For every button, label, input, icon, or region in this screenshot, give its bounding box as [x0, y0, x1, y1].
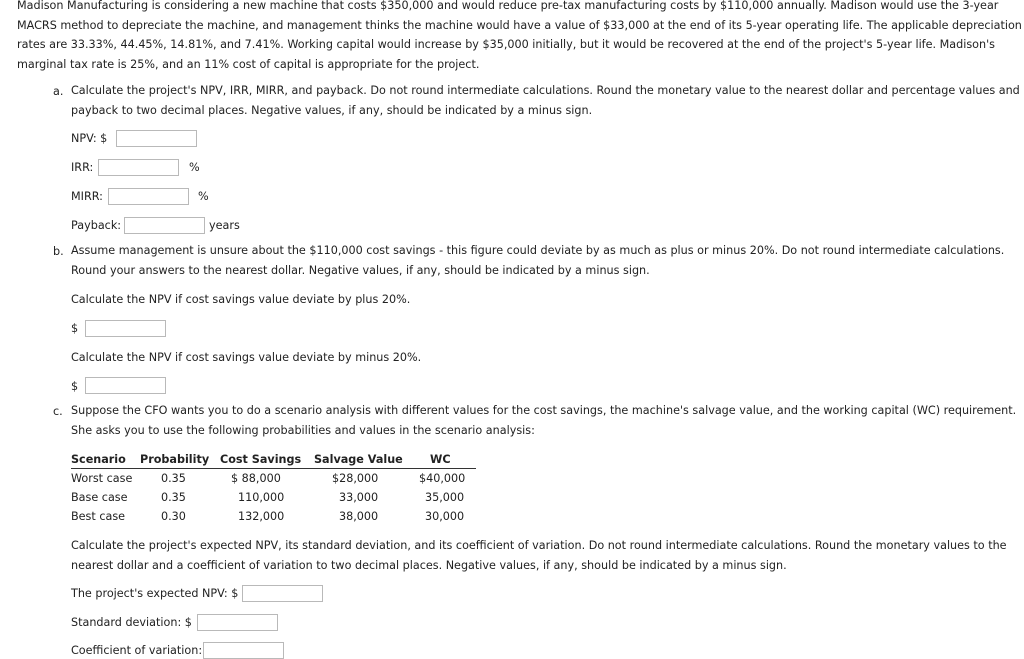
table-cell: $28,000	[332, 472, 379, 485]
npv-minus-currency: $	[71, 380, 79, 393]
mirr-label: MIRR:	[71, 190, 103, 203]
npv-plus-prompt: Calculate the NPV if cost savings value deviate by plus 20%.	[71, 293, 411, 306]
std-dev-input[interactable]	[197, 614, 278, 631]
part-a-line: payback to two decimal places. Negative values, if any, should be indicated by a minus sign.	[71, 103, 593, 117]
part-c-calc-instructions	[71, 536, 1007, 575]
table-cell: Base case	[71, 491, 128, 504]
part-c-letter: c.	[53, 405, 63, 418]
part-c-line: Suppose the CFO wants you to do a scenario analysis with different values for the cost savings, the machine's salvage value, and the working capital (WC) requirement.	[71, 404, 1017, 417]
npv-minus-prompt: Calculate the NPV if cost savings value deviate by minus 20%.	[71, 351, 422, 364]
part-a-letter: a.	[53, 85, 64, 98]
part-a-instructions	[71, 81, 1020, 120]
table-header-wc: WC	[430, 453, 451, 466]
part-c-calc-line: Calculate the project's expected NPV, its standard deviation, and its coefficient of variation. Do not round intermediate calculations. Round the monetary values to the	[71, 539, 1007, 552]
part-c-calc-line: nearest dollar and a coefficient of variation to two decimal places. Negative values, if any, should be indicated by a minus sign.	[71, 558, 787, 572]
expected-npv-label: The project's expected NPV: $	[71, 587, 239, 600]
intro-line: marginal tax rate is 25%, and an 11% cost of capital is appropriate for the project.	[17, 57, 480, 71]
table-cell: 38,000	[339, 510, 379, 523]
table-header-salvage-value: Salvage Value	[314, 453, 403, 466]
payback-label: Payback:	[71, 219, 122, 232]
table-header-probability: Probability	[140, 453, 210, 466]
part-c-line: She asks you to use the following probabilities and values in the scenario analysis:	[71, 423, 535, 437]
part-b-line: Round your answers to the nearest dollar. Negative values, if any, should be indicated by a minus sign.	[71, 263, 650, 277]
part-b-instructions	[71, 241, 1004, 280]
table-cell: $ 88,000	[231, 472, 281, 485]
intro-line: MACRS method to depreciate the machine, and management thinks the machine would have a value of $33,000 at the end of its 5-year operating life. The applicable depreciation	[17, 18, 1022, 32]
table-cell: 30,000	[425, 510, 465, 523]
table-cell: 110,000	[238, 491, 285, 504]
table-cell: 0.35	[161, 491, 186, 504]
mirr-input[interactable]	[108, 188, 189, 205]
expected-npv-input[interactable]	[242, 585, 323, 602]
part-c-instructions	[71, 401, 1016, 440]
intro-line: rates are 33.33%, 44.45%, 14.81%, and 7.41%. Working capital would increase by $35,000 initially, but it would be recovered at the end of the project's 5-year life. Madison's	[17, 38, 996, 51]
irr-label: IRR:	[71, 161, 94, 174]
part-a-line: Calculate the project's NPV, IRR, MIRR, and payback. Do not round intermediate calculations. Round the monetary value to the nearest dollar and percentage values and	[71, 84, 1020, 97]
npv-minus-input[interactable]	[85, 377, 166, 394]
table-cell: 132,000	[238, 510, 285, 523]
table-cell: Worst case	[71, 472, 133, 485]
table-header-cost-savings: Cost Savings	[220, 453, 302, 466]
cv-label: Coefficient of variation:	[71, 644, 203, 657]
table-cell: 33,000	[339, 491, 379, 504]
payback-input[interactable]	[124, 217, 205, 234]
irr-input[interactable]	[98, 159, 179, 176]
intro-line: Madison Manufacturing is considering a new machine that costs $350,000 and would reduce pre-tax manufacturing costs by $110,000 annually. Madison would use the 3-year	[17, 0, 999, 12]
table-header-divider	[71, 468, 476, 469]
irr-unit: %	[189, 161, 200, 174]
npv-label: NPV: $	[71, 132, 108, 145]
intro-paragraph	[17, 0, 1022, 74]
cv-input[interactable]	[203, 642, 284, 659]
table-cell: 0.35	[161, 472, 186, 485]
payback-unit: years	[209, 219, 240, 232]
table-cell: $40,000	[419, 472, 466, 485]
part-b-letter: b.	[53, 245, 64, 258]
table-cell: Best case	[71, 510, 126, 523]
npv-plus-input[interactable]	[85, 320, 166, 337]
table-cell: 35,000	[425, 491, 465, 504]
mirr-unit: %	[198, 190, 209, 203]
table-cell: 0.30	[161, 510, 186, 523]
table-header-scenario: Scenario	[71, 453, 126, 466]
npv-plus-currency: $	[71, 322, 79, 335]
std-dev-label: Standard deviation: $	[71, 616, 192, 629]
npv-input[interactable]	[116, 130, 197, 147]
part-b-line: Assume management is unsure about the $110,000 cost savings - this figure could deviate by as much as plus or minus 20%. Do not round intermediate calculations.	[71, 244, 1005, 257]
